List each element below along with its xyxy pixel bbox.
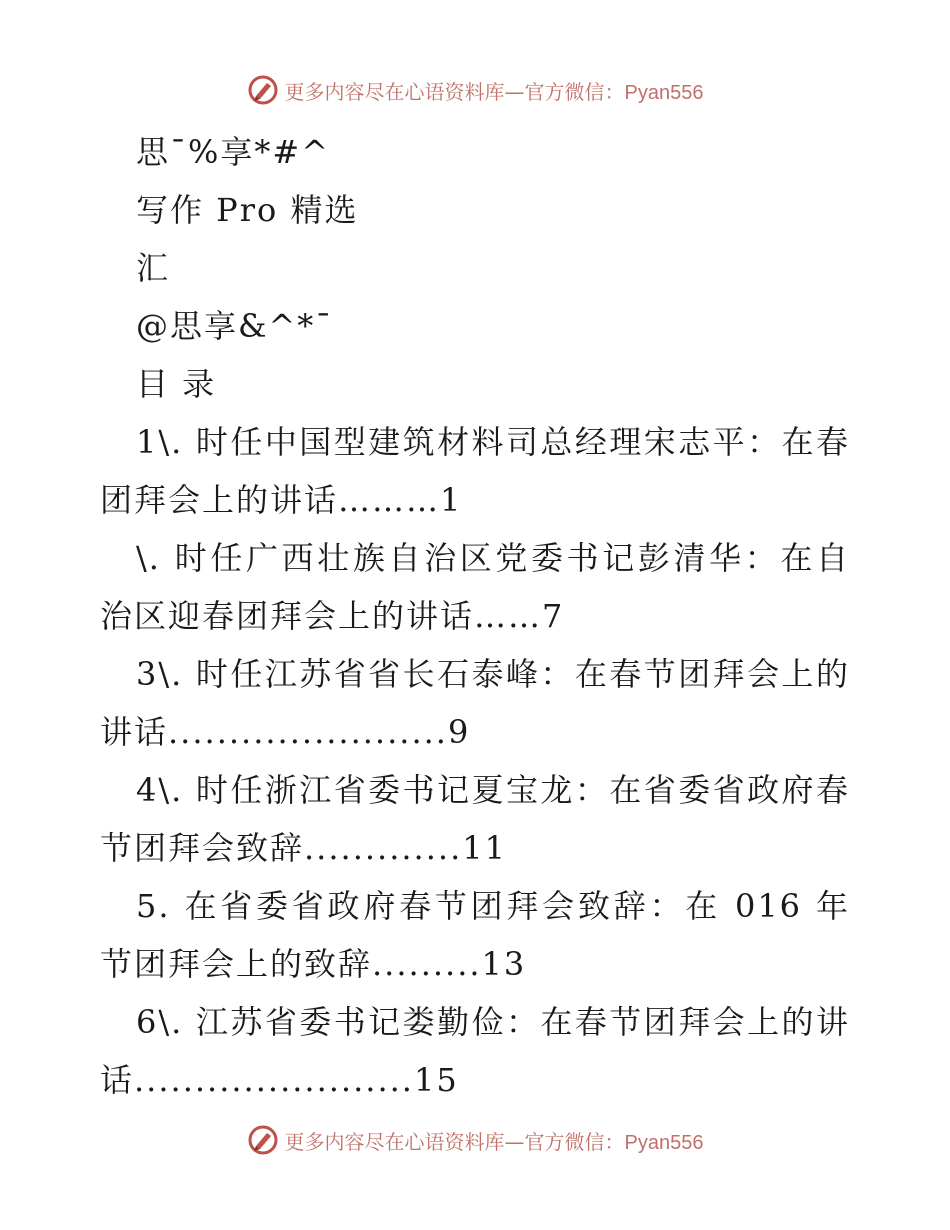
toc-entry-1-line-2: 团拜会上的讲话………1 (100, 481, 463, 519)
toc-entry-2-line-2: 治区迎春团拜会上的讲话……7 (100, 597, 565, 635)
toc-entry-5-line-1: 5. 在省委省政府春节团拜会致辞：在 016 年 (136, 887, 850, 925)
header-line-2: 写作 Pro 精选 (136, 191, 359, 229)
header-line-3: 汇 (136, 249, 171, 287)
pen-logo-icon (247, 74, 279, 106)
toc-heading: 目 录 (136, 365, 217, 403)
toc-entry-6-line-2: 话.......................15 (100, 1061, 459, 1099)
banner-text: 更多内容尽在心语资料库—官方微信：Pyan556 (284, 1129, 704, 1154)
toc-entry-3-line-1: 3\. 时任江苏省省长石泰峰：在春节团拜会上的 (136, 655, 850, 693)
header-line-4: @思享&^*¯ (136, 307, 334, 345)
toc-entry-2-line-1: \. 时任广西壮族自治区党委书记彭清华：在自 (136, 539, 850, 577)
toc-entry-6-line-1: 6\. 江苏省委书记娄勤俭：在春节团拜会上的讲 (136, 1003, 850, 1041)
header-watermark-banner (0, 70, 950, 110)
toc-entry-4-line-1: 4\. 时任浙江省委书记夏宝龙：在省委省政府春 (136, 771, 850, 809)
toc-entry-4-line-2: 节团拜会致辞.............11 (100, 829, 507, 867)
document-body (0, 123, 950, 1109)
footer-watermark-banner (0, 1120, 950, 1160)
toc-entry-3-line-2: 讲话.......................9 (100, 713, 471, 751)
header-line-1: 思¯%享*#^ (136, 133, 331, 171)
toc-entry-5-line-2: 节团拜会上的致辞.........13 (100, 945, 527, 983)
pen-logo-icon (247, 1124, 279, 1156)
toc-entry-1-line-1: 1\. 时任中国型建筑材料司总经理宋志平：在春 (136, 423, 850, 461)
banner-text: 更多内容尽在心语资料库—官方微信：Pyan556 (284, 79, 704, 104)
